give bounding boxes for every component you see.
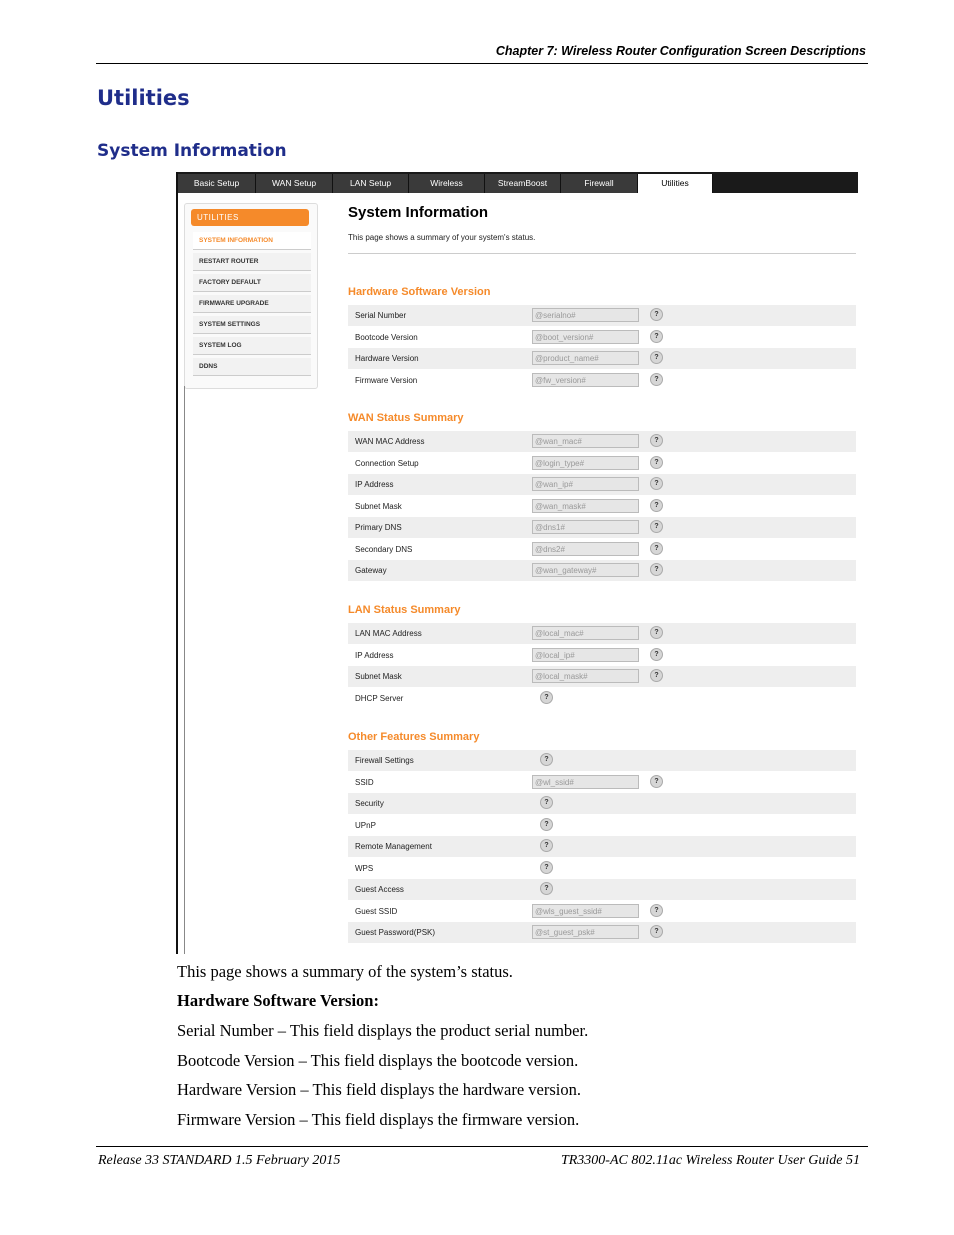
value-field: @wan_ip# bbox=[532, 477, 639, 491]
router-screenshot bbox=[176, 172, 858, 954]
row-label: Guest Access bbox=[355, 885, 404, 894]
section-title: Other Features Summary bbox=[348, 731, 480, 743]
page-title: System Information bbox=[348, 204, 489, 221]
value-field: @boot_version# bbox=[532, 330, 639, 344]
value-field: @product_name# bbox=[532, 351, 639, 365]
status-row bbox=[348, 474, 856, 495]
status-row bbox=[348, 858, 856, 879]
status-row bbox=[348, 348, 856, 369]
sidebar-item-restart-router[interactable]: RESTART ROUTER bbox=[193, 253, 311, 271]
row-label: Security bbox=[355, 799, 384, 808]
status-row bbox=[348, 815, 856, 836]
screenshot-left-border bbox=[176, 172, 178, 954]
tab-firewall[interactable]: Firewall bbox=[561, 174, 638, 193]
status-row bbox=[348, 305, 856, 326]
value-field: @serialno# bbox=[532, 308, 639, 322]
sidebar-item-firmware-upgrade[interactable]: FIRMWARE UPGRADE bbox=[193, 295, 311, 313]
row-label: IP Address bbox=[355, 650, 394, 660]
status-row bbox=[348, 750, 856, 771]
value-field: @login_type# bbox=[532, 456, 639, 470]
help-icon[interactable]: ? bbox=[650, 456, 663, 469]
status-row bbox=[348, 901, 856, 922]
help-icon[interactable]: ? bbox=[540, 861, 553, 874]
row-label: UPnP bbox=[355, 820, 376, 830]
help-icon[interactable]: ? bbox=[540, 882, 553, 895]
help-icon[interactable]: ? bbox=[650, 373, 663, 386]
status-row bbox=[348, 453, 856, 474]
body-line: Bootcode Version – This field displays the bootcode version. bbox=[177, 1051, 579, 1070]
status-row bbox=[348, 539, 856, 560]
help-icon[interactable]: ? bbox=[650, 542, 663, 555]
value-field: @dns1# bbox=[532, 520, 639, 534]
status-row bbox=[348, 623, 856, 644]
row-label: DHCP Server bbox=[355, 693, 404, 703]
help-icon[interactable]: ? bbox=[650, 477, 663, 490]
sidebar-item-system-log[interactable]: SYSTEM LOG bbox=[193, 337, 311, 355]
header-divider bbox=[96, 63, 868, 64]
help-icon[interactable]: ? bbox=[540, 796, 553, 809]
value-field: @wan_mac# bbox=[532, 434, 639, 448]
sidebar bbox=[184, 203, 318, 389]
sidebar-item-system-settings[interactable]: SYSTEM SETTINGS bbox=[193, 316, 311, 334]
help-icon[interactable]: ? bbox=[650, 669, 663, 682]
section-title: WAN Status Summary bbox=[348, 412, 464, 424]
sidebar-title: UTILITIES bbox=[191, 209, 309, 226]
value-field: @local_mac# bbox=[532, 626, 639, 640]
status-row bbox=[348, 327, 856, 348]
row-label: Guest SSID bbox=[355, 906, 398, 916]
row-label: Subnet Mask bbox=[355, 501, 402, 511]
status-row bbox=[348, 645, 856, 666]
section-heading: Utilities bbox=[97, 86, 190, 110]
help-icon[interactable]: ? bbox=[650, 563, 663, 576]
row-label: Subnet Mask bbox=[355, 672, 402, 681]
tab-lan-setup[interactable]: LAN Setup bbox=[333, 174, 409, 193]
help-icon[interactable]: ? bbox=[540, 818, 553, 831]
row-label: Serial Number bbox=[355, 311, 407, 320]
value-field: @wls_guest_ssid# bbox=[532, 904, 639, 918]
row-label: Firewall Settings bbox=[355, 756, 414, 765]
row-label: Guest Password(PSK) bbox=[355, 928, 436, 937]
help-icon[interactable]: ? bbox=[540, 753, 553, 766]
help-icon[interactable]: ? bbox=[540, 839, 553, 852]
sidebar-item-ddns[interactable]: DDNS bbox=[193, 358, 311, 376]
help-icon[interactable]: ? bbox=[650, 925, 663, 938]
value-field: @wan_gateway# bbox=[532, 563, 639, 577]
sidebar-divider bbox=[184, 386, 185, 954]
row-label: Gateway bbox=[355, 566, 387, 575]
row-label: IP Address bbox=[355, 480, 394, 489]
status-row bbox=[348, 560, 856, 581]
help-icon[interactable]: ? bbox=[540, 691, 553, 704]
value-field: @local_ip# bbox=[532, 648, 639, 662]
row-label: Connection Setup bbox=[355, 458, 419, 468]
body-intro: This page shows a summary of the system’s status. bbox=[177, 962, 513, 981]
row-label: WAN MAC Address bbox=[355, 437, 425, 446]
value-field: @wan_mask# bbox=[532, 499, 639, 513]
footer-release: Release 33 STANDARD 1.5 February 2015 bbox=[98, 1153, 341, 1168]
status-row bbox=[348, 836, 856, 857]
tab-utilities[interactable]: Utilities bbox=[638, 174, 713, 193]
footer-guide-page: TR3300-AC 802.11ac Wireless Router User Guide 51 bbox=[560, 1153, 860, 1168]
subsection-heading: System Information bbox=[97, 141, 287, 161]
help-icon[interactable]: ? bbox=[650, 775, 663, 788]
section-title: LAN Status Summary bbox=[348, 604, 461, 616]
row-label: Firmware Version bbox=[355, 375, 418, 385]
value-field: @st_guest_psk# bbox=[532, 925, 639, 939]
body-subheading: Hardware Software Version: bbox=[177, 991, 379, 1010]
row-label: Remote Management bbox=[355, 842, 432, 851]
help-icon[interactable]: ? bbox=[650, 648, 663, 661]
status-row bbox=[348, 688, 856, 709]
help-icon[interactable]: ? bbox=[650, 351, 663, 364]
status-row bbox=[348, 370, 856, 391]
status-row bbox=[348, 879, 856, 900]
status-row bbox=[348, 496, 856, 517]
row-label: Hardware Version bbox=[355, 354, 419, 363]
help-icon[interactable]: ? bbox=[650, 520, 663, 533]
help-icon[interactable]: ? bbox=[650, 434, 663, 447]
row-label: SSID bbox=[355, 777, 374, 787]
status-row bbox=[348, 793, 856, 814]
help-icon[interactable]: ? bbox=[650, 499, 663, 512]
row-label: Bootcode Version bbox=[355, 332, 418, 342]
chapter-header: Chapter 7: Wireless Router Configuration Screen Descriptions bbox=[495, 44, 866, 58]
tab-basic-setup[interactable]: Basic Setup bbox=[178, 174, 256, 193]
tab-streamboost[interactable]: StreamBoost bbox=[485, 174, 561, 193]
value-field: @fw_version# bbox=[532, 373, 639, 387]
body-line: Hardware Version – This field displays the hardware version. bbox=[177, 1080, 581, 1099]
help-icon[interactable]: ? bbox=[650, 626, 663, 639]
section-title: Hardware Software Version bbox=[348, 286, 491, 298]
footer-divider bbox=[96, 1146, 868, 1147]
status-row bbox=[348, 431, 856, 452]
value-field: @wl_ssid# bbox=[532, 775, 639, 789]
body-line: Serial Number – This field displays the product serial number. bbox=[177, 1021, 589, 1040]
sidebar-item-factory-default[interactable]: FACTORY DEFAULT bbox=[193, 274, 311, 292]
help-icon[interactable]: ? bbox=[650, 904, 663, 917]
sidebar-item-system-information[interactable]: SYSTEM INFORMATION bbox=[193, 232, 311, 250]
row-label: Secondary DNS bbox=[355, 544, 413, 554]
status-row bbox=[348, 517, 856, 538]
content-divider bbox=[348, 253, 856, 254]
tab-wan-setup[interactable]: WAN Setup bbox=[256, 174, 333, 193]
tab-bar bbox=[176, 172, 858, 193]
tab-wireless[interactable]: Wireless bbox=[409, 174, 485, 193]
status-row bbox=[348, 666, 856, 687]
value-field: @local_mask# bbox=[532, 669, 639, 683]
row-label: LAN MAC Address bbox=[355, 629, 422, 638]
row-label: WPS bbox=[355, 863, 374, 873]
value-field: @dns2# bbox=[532, 542, 639, 556]
status-row bbox=[348, 922, 856, 943]
status-row bbox=[348, 772, 856, 793]
row-label: Primary DNS bbox=[355, 523, 402, 532]
page-subtitle: This page shows a summary of your system's status. bbox=[348, 233, 536, 242]
body-line: Firmware Version – This field displays the firmware version. bbox=[177, 1110, 580, 1129]
help-icon[interactable]: ? bbox=[650, 308, 663, 321]
help-icon[interactable]: ? bbox=[650, 330, 663, 343]
